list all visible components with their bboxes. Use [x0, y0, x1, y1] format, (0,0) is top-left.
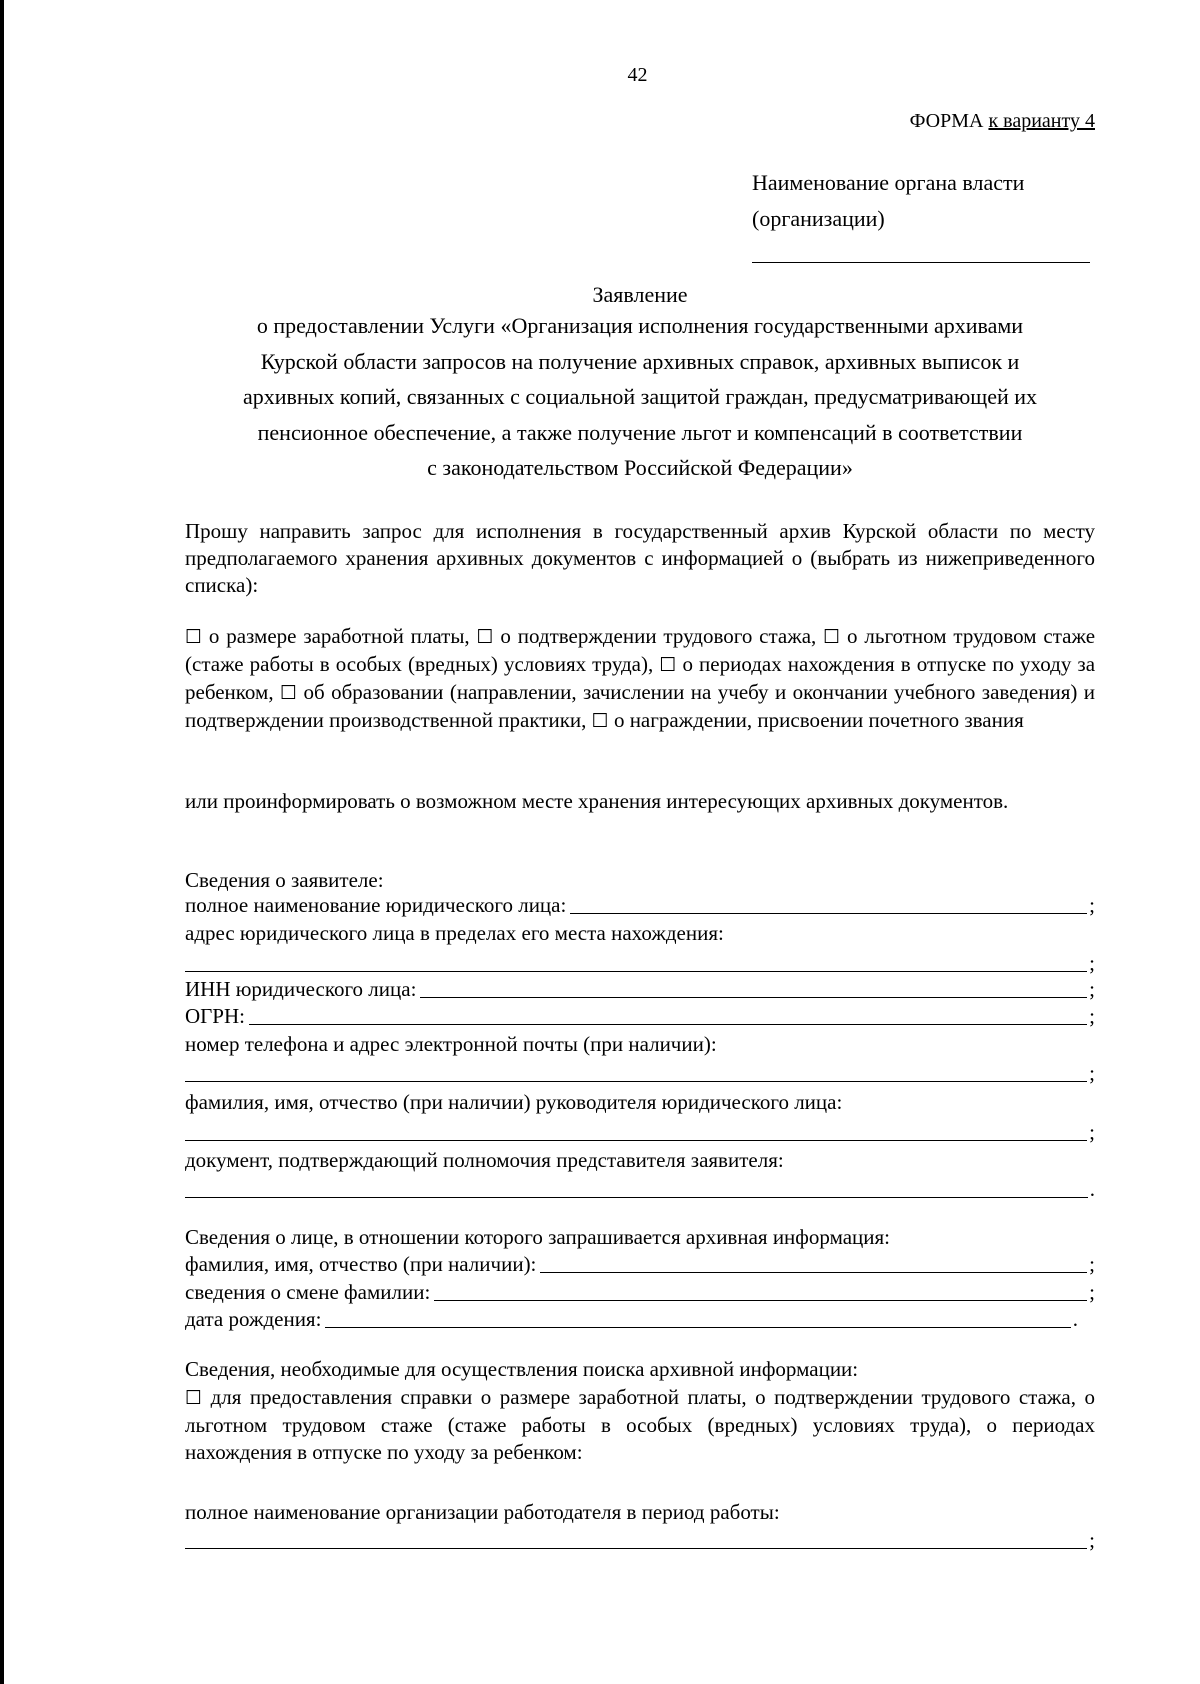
- option-work-experience: о подтверждении трудового стажа,: [500, 624, 817, 648]
- or-paragraph: [185, 788, 1095, 815]
- field-birth-date: [185, 1306, 1078, 1333]
- checkbox-awards[interactable]: ☐: [591, 710, 609, 732]
- field-full-name-input[interactable]: [570, 913, 1087, 914]
- field-phone-input[interactable]: [185, 1081, 1087, 1082]
- field-end: ;: [1089, 951, 1095, 975]
- subtitle-line: пенсионное обеспечение, а также получение льгот и компенсаций в соответствии: [257, 419, 1023, 445]
- search-heading: Сведения, необходимые для осуществления поиска архивной информации:: [185, 1357, 859, 1381]
- field-employer-label: полное наименование организации работодателя в период работы:: [185, 1500, 780, 1524]
- form-label-prefix: ФОРМА: [909, 110, 984, 132]
- field-end: ;: [1089, 1252, 1095, 1276]
- form-label: [910, 108, 1095, 135]
- field-inn-label: ИНН юридического лица:: [185, 977, 417, 1001]
- field-head-input[interactable]: [185, 1140, 1087, 1141]
- checkbox-parental-leave[interactable]: ☐: [659, 654, 677, 676]
- option-salary: о размере заработной платы,: [208, 624, 470, 648]
- field-end: ;: [1089, 893, 1095, 917]
- option-awards: о награждении, присвоении почетного звания: [613, 708, 1024, 732]
- field-document-label: документ, подтверждающий полномочия представителя заявителя:: [185, 1148, 784, 1172]
- checkbox-education[interactable]: ☐: [280, 682, 298, 704]
- request-paragraph: [185, 518, 1095, 599]
- field-head-label: фамилия, имя, отчество (при наличии) руководителя юридического лица:: [185, 1090, 843, 1114]
- checkbox-salary[interactable]: ☐: [185, 626, 203, 648]
- field-end: ;: [1089, 1280, 1095, 1304]
- document-subtitle: [160, 308, 1120, 486]
- field-inn-input[interactable]: [420, 997, 1087, 998]
- field-inn: [185, 976, 1095, 1003]
- option-preferential-experience: о льготном трудовом стаже (стаже работы в особых (вредных) условиях труда),: [185, 624, 1096, 676]
- field-surname-change: [185, 1279, 1095, 1306]
- field-ogrn: [185, 1003, 1095, 1030]
- field-employer: [185, 1527, 1095, 1554]
- field-end: ;: [1089, 1004, 1095, 1028]
- option-parental-leave: о периодах нахождения в отпуске по уходу за ребенком,: [185, 652, 1096, 704]
- applicant-heading: Сведения о заявителе:: [185, 868, 384, 892]
- field-end: .: [1089, 1177, 1095, 1201]
- checkbox-work-experience[interactable]: ☐: [476, 626, 494, 648]
- field-surname-change-label: сведения о смене фамилии:: [185, 1280, 431, 1304]
- field-employer-input[interactable]: [185, 1548, 1087, 1549]
- field-surname-change-input[interactable]: [434, 1300, 1087, 1301]
- field-person-fio-input[interactable]: [540, 1272, 1087, 1273]
- page-number: 42: [627, 64, 648, 86]
- field-ogrn-label: ОГРН:: [185, 1004, 245, 1028]
- person-heading: Сведения о лице, в отношении которого запрашивается архивная информация:: [185, 1225, 891, 1249]
- options-paragraph: [185, 623, 1095, 735]
- field-phone: [185, 1060, 1095, 1087]
- recipient-line-2: (организации): [752, 206, 885, 231]
- document-title: Заявление: [592, 282, 688, 307]
- subtitle-line: Курской области запросов на получение архивных справок, архивных выписок и: [260, 348, 1020, 374]
- search-option-text: для предоставления справки о размере заработной платы, о подтверждении трудового стажа, о льготном трудовом стаже (стаже работы в особых (вредных) условиях труда), о периодах нахождения в отпуске по уходу за ребенком:: [185, 1385, 1096, 1464]
- field-full-name-label: полное наименование юридического лица:: [185, 893, 567, 917]
- field-document-input[interactable]: [185, 1197, 1088, 1198]
- field-address-label: адрес юридического лица в пределах его места нахождения:: [185, 921, 724, 945]
- field-full-name: [185, 892, 1095, 919]
- field-ogrn-input[interactable]: [249, 1024, 1087, 1025]
- or-text: или проинформировать о возможном месте хранения интересующих архивных документов.: [185, 789, 1009, 813]
- field-end: ;: [1089, 1061, 1095, 1085]
- field-address-input[interactable]: [185, 971, 1087, 972]
- field-birth-date-input[interactable]: [325, 1327, 1070, 1328]
- field-end: ;: [1089, 1120, 1095, 1144]
- recipient-line-1: Наименование органа власти: [752, 170, 1025, 195]
- field-end: .: [1072, 1307, 1078, 1331]
- form-label-suffix: к варианту 4: [988, 110, 1095, 132]
- field-person-fio-label: фамилия, имя, отчество (при наличии):: [185, 1252, 537, 1276]
- field-head: [185, 1119, 1095, 1146]
- field-phone-label: номер телефона и адрес электронной почты (при наличии):: [185, 1032, 717, 1056]
- checkbox-search-salary[interactable]: ☐: [185, 1387, 203, 1409]
- field-document: [185, 1176, 1095, 1203]
- subtitle-line: с законодательством Российской Федерации»: [427, 455, 853, 480]
- request-text: Прошу направить запрос для исполнения в государственный архив Курской области по месту предполагаемого хранения архивных документов с информацией о (выбрать из нижеприведенного списка):: [185, 519, 1095, 597]
- field-end: ;: [1089, 977, 1095, 1001]
- field-person-fio: [185, 1251, 1095, 1278]
- checkbox-preferential-experience[interactable]: ☐: [823, 626, 841, 648]
- search-option-paragraph: [185, 1384, 1095, 1466]
- subtitle-line: архивных копий, связанных с социальной защитой граждан, предусматривающей их: [242, 384, 1038, 409]
- subtitle-line: о предоставлении Услуги «Организация исполнения государственными архивами: [256, 313, 1024, 338]
- scan-edge-left: [0, 0, 4, 1684]
- field-address: [185, 950, 1095, 977]
- option-education: об образовании (направлении, зачислении на учебу и окончании учебного заведения) и подтверждении производственной практики,: [185, 680, 1096, 732]
- recipient-block: [752, 165, 1092, 237]
- recipient-signature-line[interactable]: [752, 262, 1090, 263]
- field-birth-date-label: дата рождения:: [185, 1307, 322, 1331]
- field-end: ;: [1089, 1528, 1095, 1552]
